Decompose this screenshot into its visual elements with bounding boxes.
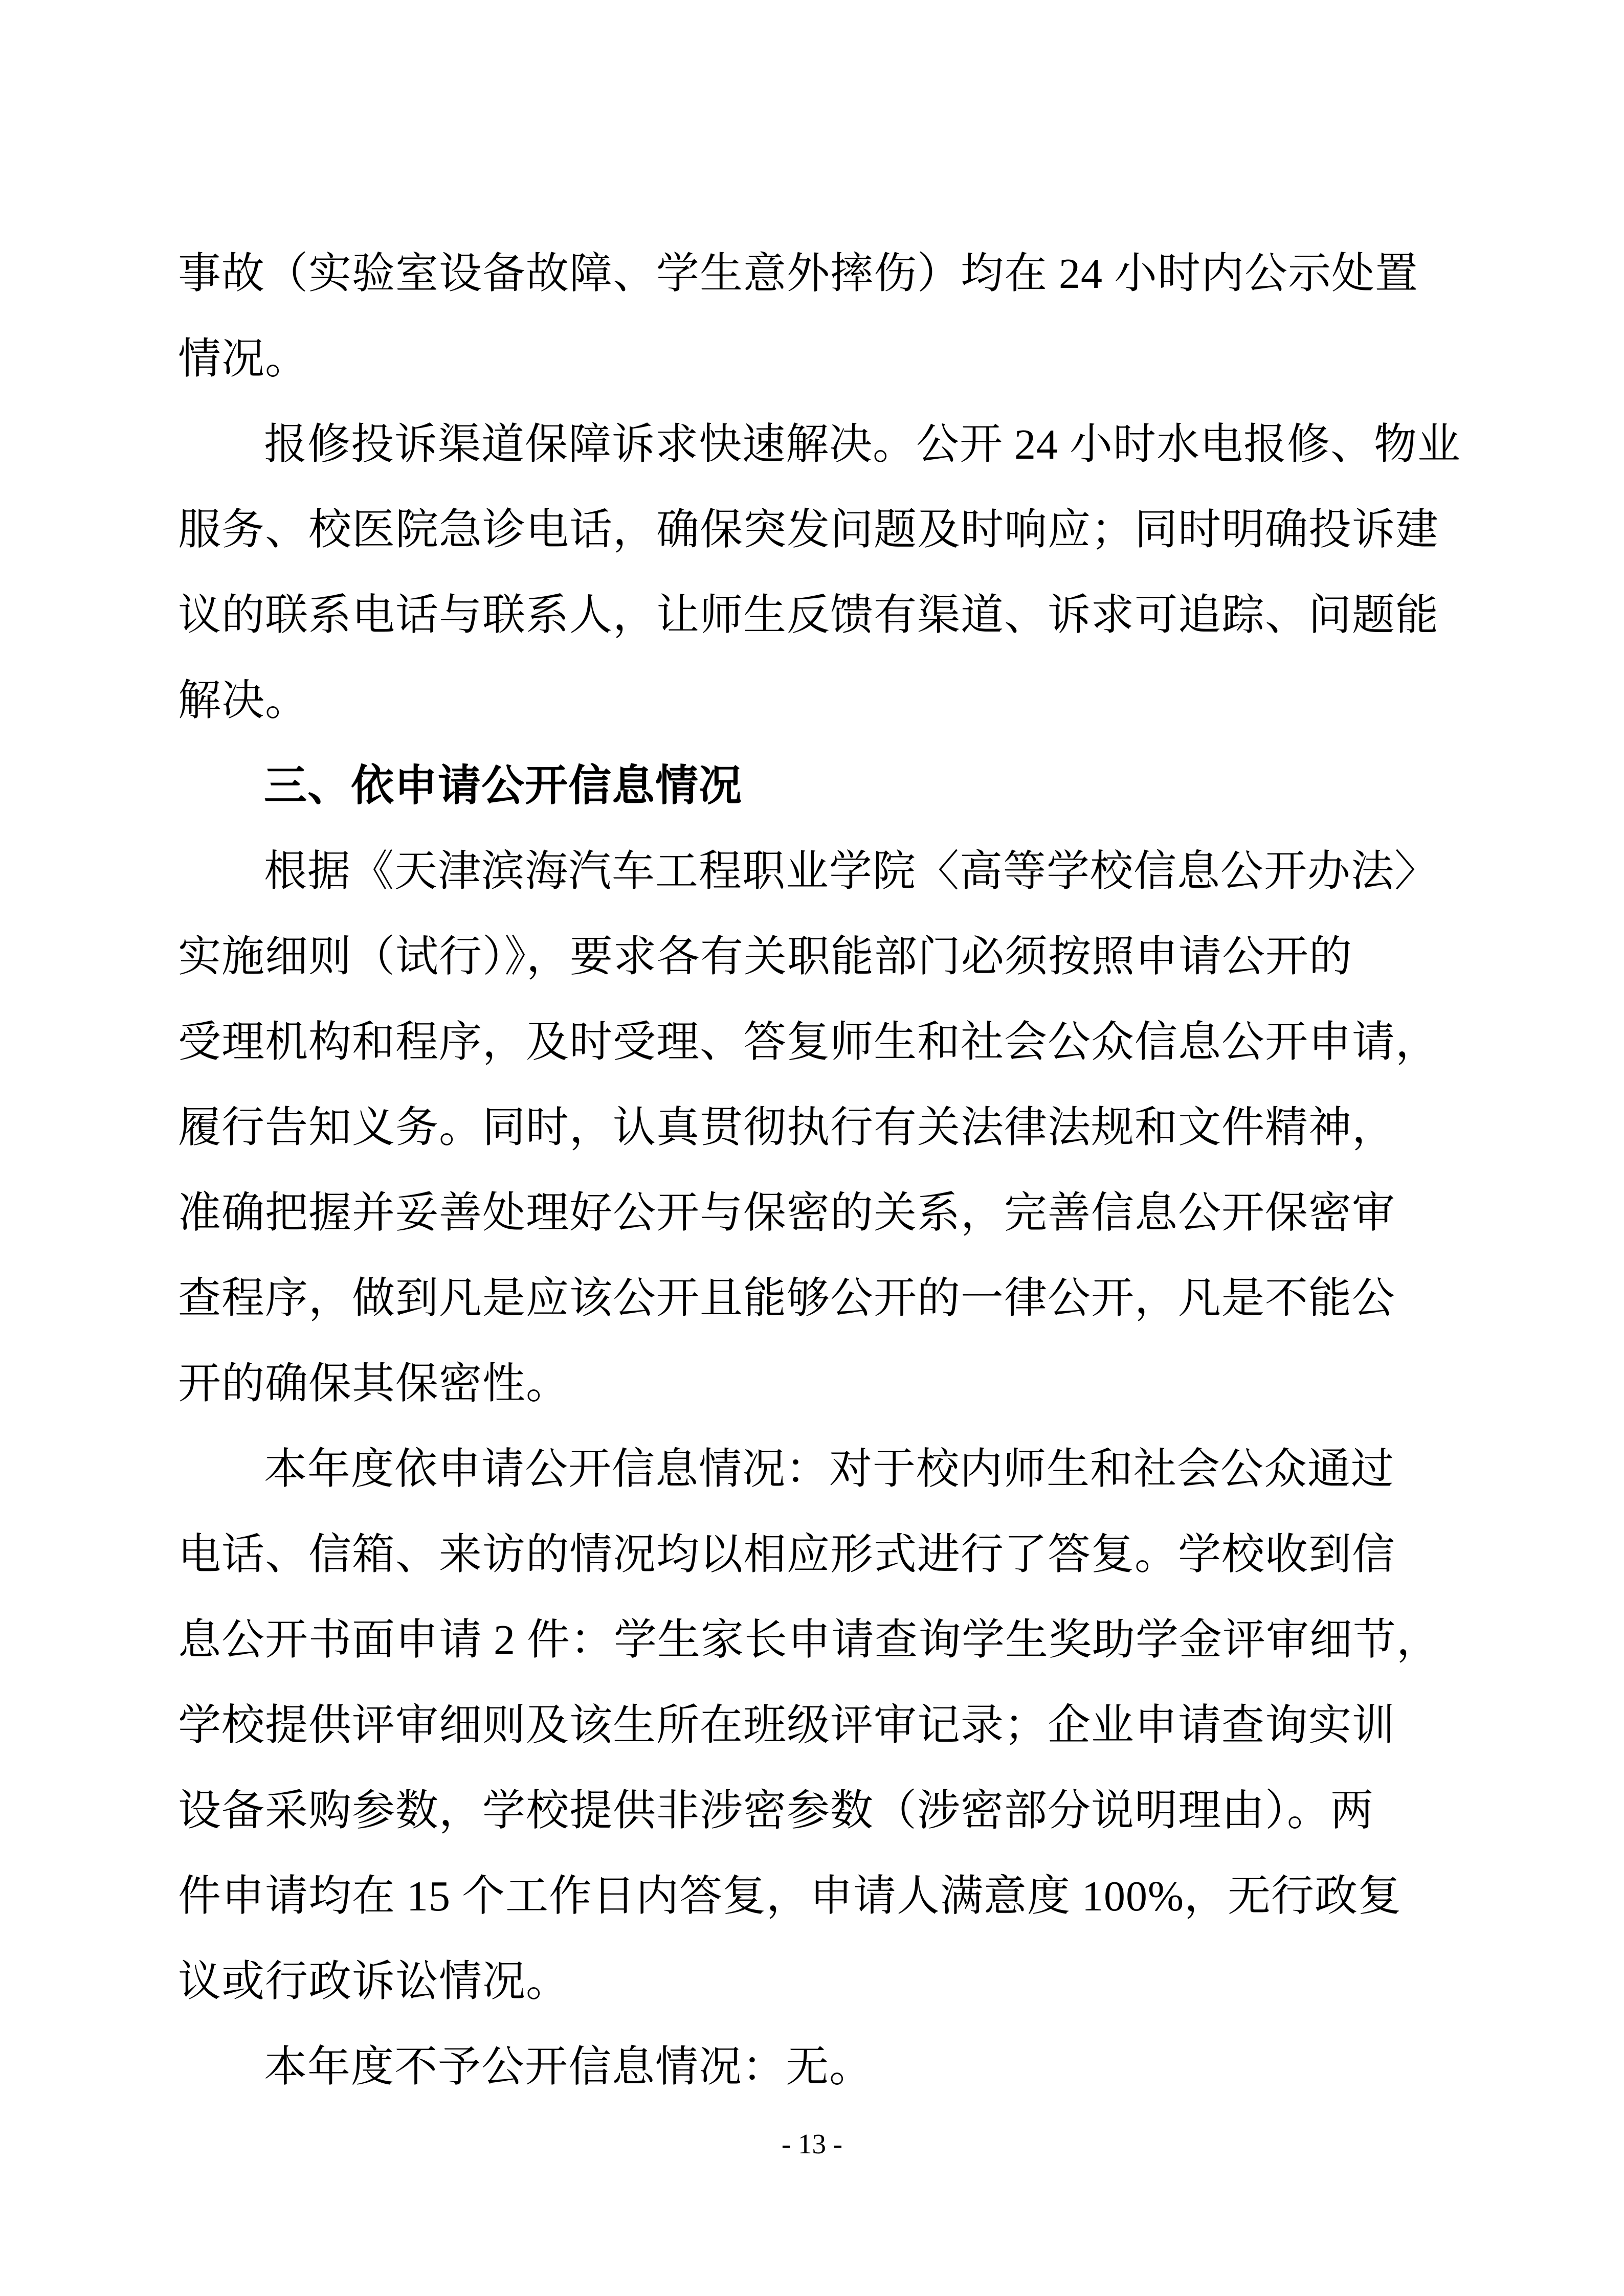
- text-line: 件申请均在 15 个工作日内答复，申请人满意度 100%，无行政复: [178, 1873, 1401, 1920]
- text-line: 受理机构和程序，及时受理、答复师生和社会公众信息公开申请，: [178, 1019, 1439, 1066]
- text-line: 报修投诉渠道保障诉求快速解决。公开 24 小时水电报修、物业: [264, 421, 1461, 468]
- text-line: 议的联系电话与联系人，让师生反馈有渠道、诉求可追踪、问题能: [178, 592, 1439, 639]
- text-line: 电话、信箱、来访的情况均以相应形式进行了答复。学校收到信: [178, 1531, 1396, 1579]
- text-line: 议或行政诉讼情况。: [178, 1958, 570, 2006]
- text-line: 本年度依申请公开信息情况：对于校内师生和社会公众通过: [264, 1446, 1395, 1493]
- document-body: [178, 231, 1461, 2110]
- text-line: 准确把握并妥善处理好公开与保密的关系，完善信息公开保密审: [178, 1189, 1396, 1237]
- text-line: 开的确保其保密性。: [178, 1360, 570, 1408]
- text-line: 履行告知义务。同时，认真贯彻执行有关法律法规和文件精神，: [178, 1104, 1396, 1152]
- text-line: 事故（实验室设备故障、学生意外摔伤）均在 24 小时内公示处置: [178, 250, 1419, 298]
- text-line: 学校提供评审细则及该生所在班级评审记录；企业申请查询实训: [178, 1702, 1396, 1749]
- text-line: 本年度不予公开信息情况：无。: [264, 2043, 873, 2091]
- section-heading: 三、依申请公开信息情况: [264, 762, 743, 810]
- text-line: 解决。: [178, 677, 309, 725]
- text-line: 根据《天津滨海汽车工程职业学院〈高等学校信息公开办法〉: [264, 848, 1438, 895]
- text-line: 服务、校医院急诊电话，确保突发问题及时响应；同时明确投诉建: [178, 506, 1439, 554]
- text-line: 设备采购参数，学校提供非涉密参数（涉密部分说明理由）。两: [178, 1787, 1374, 1835]
- page-number: - 13 -: [781, 2128, 843, 2159]
- text-line: 实施细则（试行）》，要求各有关职能部门必须按照申请公开的: [178, 933, 1353, 981]
- text-line: 情况。: [178, 335, 309, 383]
- text-line: 查程序，做到凡是应该公开且能够公开的一律公开，凡是不能公: [178, 1275, 1396, 1322]
- text-line: 息公开书面申请 2 件：学生家长申请查询学生奖助学金评审细节，: [178, 1616, 1440, 1664]
